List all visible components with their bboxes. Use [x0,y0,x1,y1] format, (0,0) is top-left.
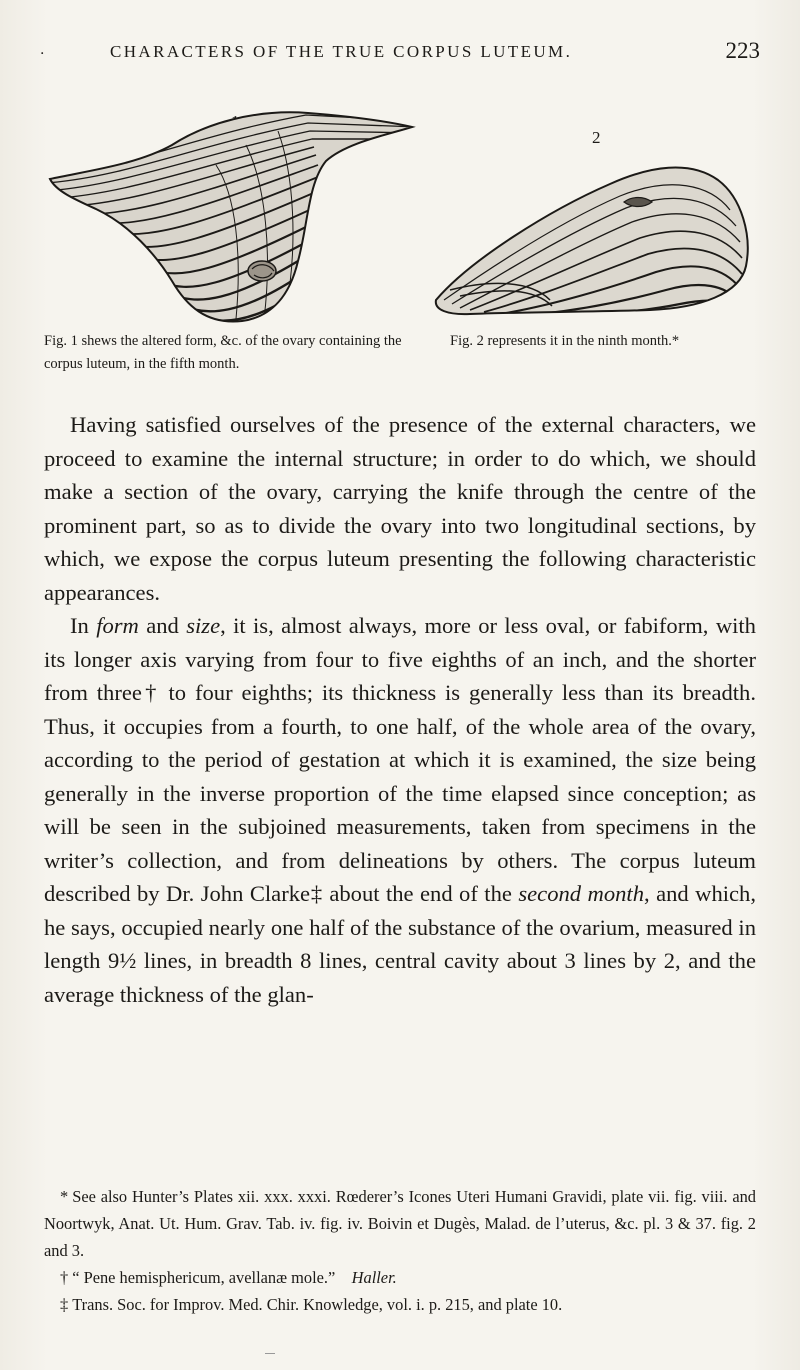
running-title: CHARACTERS OF THE TRUE CORPUS LUTEUM. [110,42,573,61]
p2-part2: , and which, he says, occupied nearly one half of the substance of the ovarium, measured in length 9½ lines, in breadth 8 lines, central cavity about 3 lines by 2, and the average thickness of the glan- [44,881,756,1007]
figure-2-number: 2 [592,128,601,147]
p2-in: In [70,613,97,638]
figure-2-caption: Fig. 2 represents it in the ninth month.* [450,333,680,349]
footnote-3-text: Trans. Soc. for Improv. Med. Chir. Knowledge, vol. i. p. 215, and plate 10. [72,1295,563,1314]
footnote-2 [44,1264,756,1291]
p2-part1: , it is, almost always, more or less oval, or fabiform, with its longer axis varying from four to five eighths of an inch, and the shorter from three† to four eighths; its thickness is generally less than its breadth. Thus, it occupies from a fourth, to one half, of the whole area of the ovary, according to the period of gestation at which it is examined, the size being generally in the inverse proportion of the time elapsed since conception; as will be seen in the subjoined measurements, taken from specimens in the writer’s collection, and from delineations by others. The corpus luteum described by Dr. John Clarke‡ about the end of the [44,613,756,906]
body-text [44,408,756,1011]
footnote-2-text: “ Pene hemisphericum, avellanæ mole.” [72,1268,336,1287]
figure-1-caption: Fig. 1 shews the altered form, &c. of the ovary containing the corpus luteum, in the fifth month. [44,333,402,372]
footnote-3 [44,1291,756,1318]
footnote-2-mark: † [60,1268,69,1287]
footnote-2-author: Haller. [351,1268,397,1287]
header-dot: · [40,46,45,62]
footnote-3-mark: ‡ [60,1295,69,1314]
footnote-1-text: See also Hunter’s Plates xii. xxx. xxxi. Rœderer’s Icones Uteri Humani Gravidi, plate vii. fig. viii. and Noortwyk, Anat. Ut. Hum. Grav. Tab. iv. fig. iv. Boivin et Dugès, Malad. de l’uterus, &c. pl. 3 & 37. fig. 2 and 3. [44,1187,756,1260]
p2-size: size [186,613,221,638]
paragraph-1: Having satisfied ourselves of the presence of the external characters, we proceed to examine the internal structure; in order to do which, we should make a section of the ovary, carrying the knife through the centre of the prominent part, so as to divide the ovary into two longitudinal sections, by which, we expose the corpus luteum presenting the following characteristic appearances. [44,412,756,605]
running-header [40,38,760,70]
figure-2-ovary-engraving [430,150,754,322]
footnote-1-mark: * [60,1187,69,1206]
p2-second-month: second month [518,881,644,906]
p2-and: and [138,613,187,638]
figure-1-ovary-engraving [46,105,418,327]
paragraph-2 [44,609,756,1011]
footnote-1 [44,1183,756,1264]
footnotes [44,1183,756,1318]
p2-form: form [96,613,139,638]
page-edge-mark [265,1353,275,1354]
page-number: 223 [725,38,760,63]
